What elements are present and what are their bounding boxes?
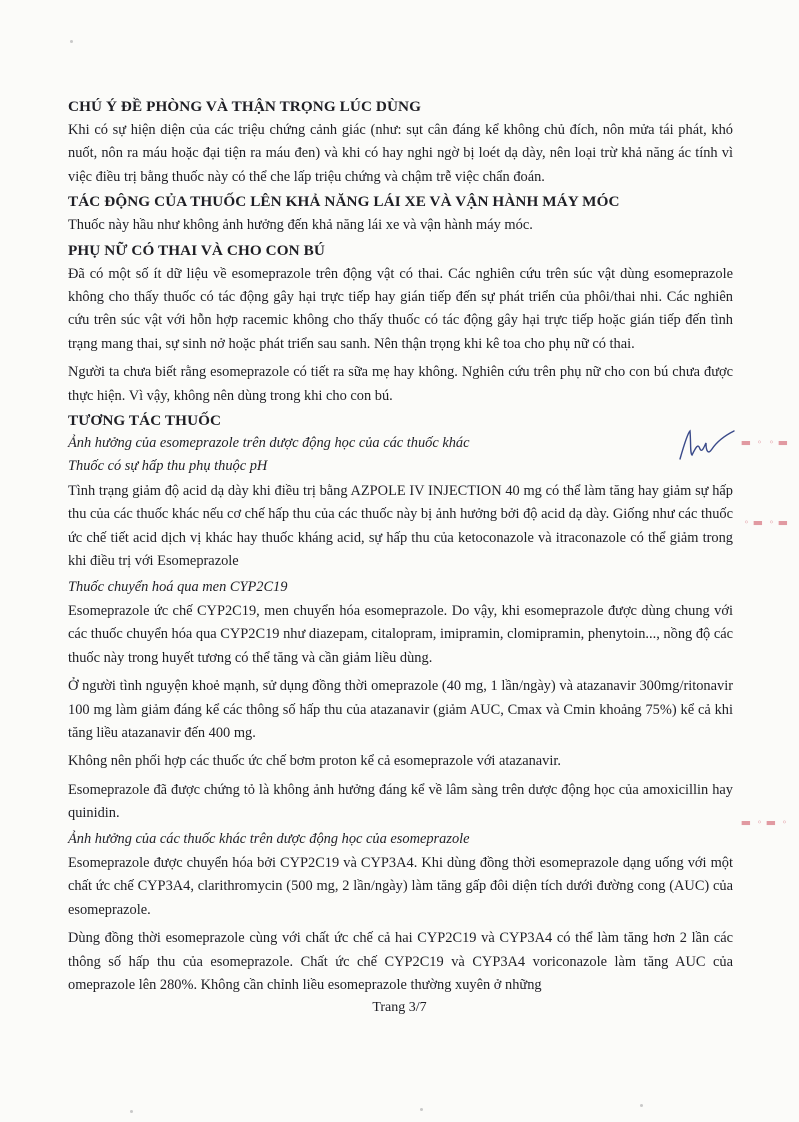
subheading: Thuốc chuyển hoá qua men CYP2C19 (68, 578, 288, 595)
heading-interactions: TƯƠNG TÁC THUỐC (68, 412, 222, 430)
paragraph: Esomeprazole được chuyển hóa bởi CYP2C19 và CYP3A4. Khi dùng đồng thời esomeprazole dạng uống với một chất ức chế CYP3A4, clarithromycin (500 mg, 2 lần/ngày) làm tăng gấp đôi diện tích dưới đường cong (AUC) của esomeprazole. (68, 854, 733, 918)
page-number: Trang 3/7 (372, 1000, 427, 1015)
handwritten-signature (676, 425, 736, 465)
side-stamp-mark: ◦ ▮ ◦ ▮ (740, 820, 790, 830)
scan-speck (130, 1110, 133, 1113)
paragraph: Khi có sự hiện diện của các triệu chứng cảnh giác (như: sụt cân đáng kể không chủ đích, nôn mửa tái phát, khó nuốt, nôn ra máu hoặc đại tiện ra máu đen) và khi có hay nghi ngờ bị loét dạ dày, nên loại trừ khả năng ác tính vì việc điều trị bằng thuốc này có thể che lấp triệu chứng và chậm trễ việc chẩn đoán. (68, 122, 733, 185)
heading-precautions: CHÚ Ý ĐỀ PHÒNG VÀ THẬN TRỌNG LÚC DÙNG (68, 98, 422, 115)
document-body (68, 96, 733, 997)
paragraph: Người ta chưa biết rằng esomeprazole có tiết ra sữa mẹ hay không. Nghiên cứu trên phụ nữ cho con bú chưa được thực hiện. Vì vậy, không nên dùng trong khi cho con bú. (68, 364, 733, 404)
scan-speck (640, 1104, 643, 1107)
paragraph: Esomeprazole ức chế CYP2C19, men chuyển hóa esomeprazole. Do vậy, khi esomeprazole được dùng chung với các thuốc chuyển hóa qua CYP2C19 như diazepam, citalopram, imipramin, clomipramin, phenytoin..., nồng độ các thuốc này trong huyết tương có thể tăng và cần giảm liều dùng. (68, 602, 733, 666)
paragraph: Ở người tình nguyện khoẻ mạnh, sử dụng đồng thời omeprazole (40 mg, 1 lần/ngày) và atazanavir 300mg/ritonavir 100 mg làm giảm đáng kể các thông số hấp thu của atazanavir (giảm AUC, Cmax và Cmin khoảng 75%) kể cả khi tăng liều atazanavir đến 400 mg. (68, 678, 733, 741)
side-stamp-mark: ▮ ◦ ▮ ◦ (740, 520, 789, 530)
subheading: Ảnh hưởng của các thuốc khác trên dược động học của esomeprazole (68, 830, 470, 847)
paragraph: Thuốc này hầu như không ảnh hưởng đến khả năng lái xe và vận hành máy móc. (68, 217, 533, 234)
paragraph: Dùng đồng thời esomeprazole cùng với chất ức chế cả hai CYP2C19 và CYP3A4 có thể làm tăng hơn 2 lần các thông số hấp thu của esomeprazole. Chất ức chế CYP2C19 và CYP3A4 voriconazole làm tăng AUC của omeprazole lên 280%. Không cần chỉnh liều esomeprazole thường xuyên ở những (68, 930, 733, 993)
scan-speck (70, 40, 73, 43)
paragraph: Không nên phối hợp các thuốc ức chế bơm proton kể cả esomeprazole với atazanavir. (68, 753, 561, 770)
paragraph: Esomeprazole đã được chứng tỏ là không ảnh hưởng đáng kể về lâm sàng trên dược động học của amoxicillin hay quinidin. (68, 781, 733, 822)
subheading: Thuốc có sự hấp thu phụ thuộc pH (68, 458, 268, 475)
scan-speck (420, 1108, 423, 1111)
subheading: Ảnh hưởng của esomeprazole trên dược động học của các thuốc khác (68, 435, 470, 452)
heading-pregnancy: PHỤ NỮ CÓ THAI VÀ CHO CON BÚ (68, 241, 325, 259)
heading-driving: TÁC ĐỘNG CỦA THUỐC LÊN KHẢ NĂNG LÁI XE VÀ VẬN HÀNH MÁY MÓC (68, 193, 620, 211)
paragraph: Đã có một số ít dữ liệu về esomeprazole trên động vật có thai. Các nghiên cứu trên súc vật dùng esomeprazole không cho thấy thuốc có tác động gây hại trực tiếp hay gián tiếp đến sự phát triển của phôi/thai nhi. Các nghiên cứu trên súc vật với hỗn hợp racemic không cho thấy thuốc có tác động gây hại trực tiếp hoặc gián tiếp đến tình trạng mang thai, sự sinh nở hoặc phát triển sau sanh. Nên thận trọng khi kê toa cho phụ nữ có thai. (68, 265, 733, 352)
side-stamp-mark: ▮ ◦ ◦ ▮ (740, 440, 789, 450)
paragraph: Tình trạng giảm độ acid dạ dày khi điều trị bằng AZPOLE IV INJECTION 40 mg có thể làm tăng hay giảm sự hấp thu của các thuốc khác nếu cơ chế hấp thu của các thuốc này bị ảnh hưởng bởi độ acid dạ dày. Giống như các thuốc ức chế tiết acid dịch vị khác hay thuốc kháng acid, sự hấp thu của ketoconazole và itraconazole có thể giảm trong khi điều trị với Esomeprazole (68, 482, 733, 570)
